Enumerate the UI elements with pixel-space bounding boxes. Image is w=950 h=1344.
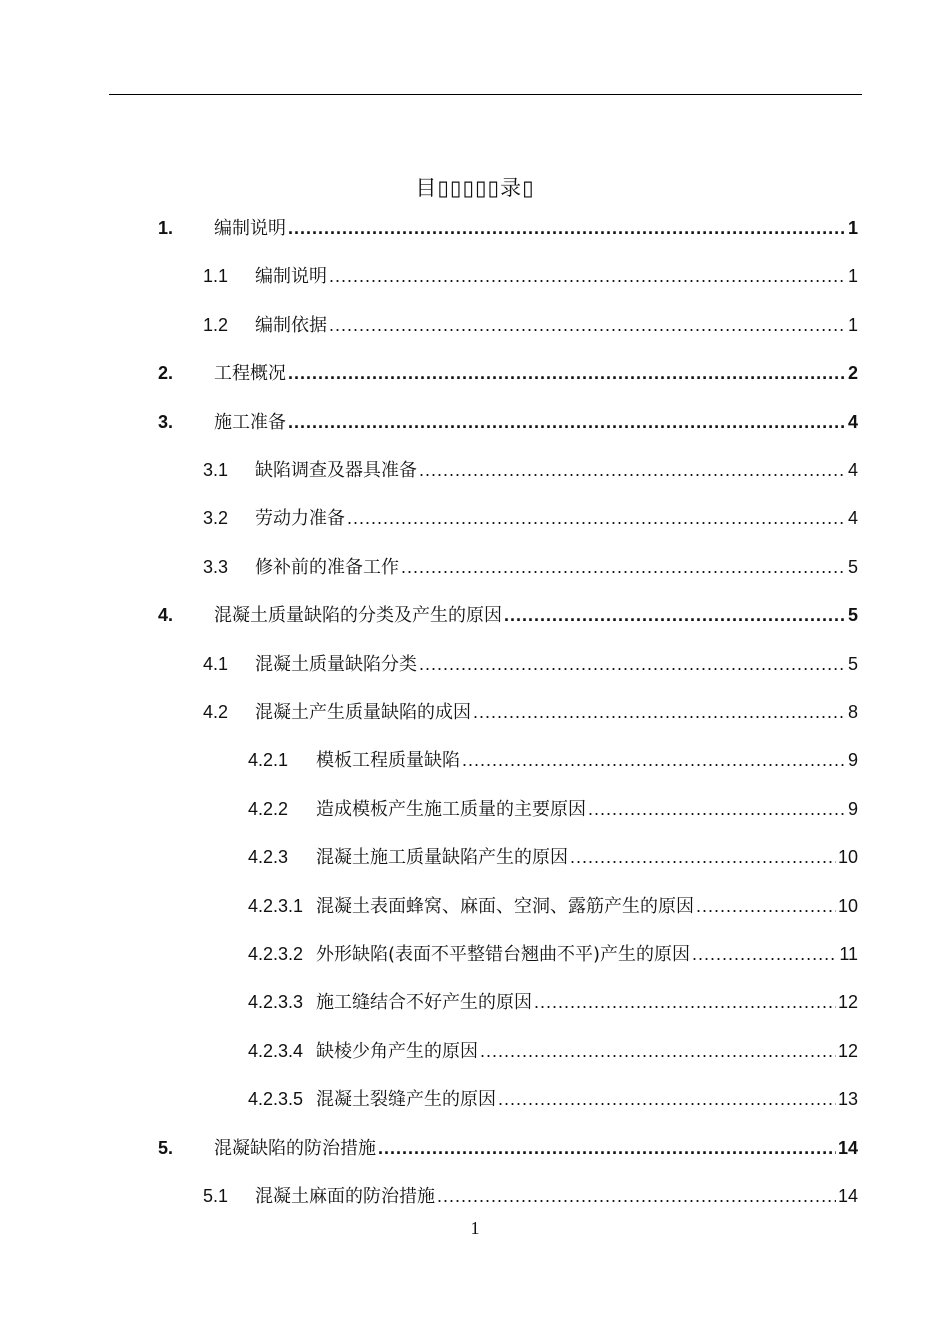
toc-entry-leader <box>504 605 846 626</box>
toc-entry-title: 造成模板产生施工质量的主要原因 <box>316 798 586 820</box>
toc-entry-leader <box>473 702 846 723</box>
toc-entry[interactable] <box>203 456 858 484</box>
toc-entry[interactable] <box>203 262 858 290</box>
toc-entry[interactable] <box>248 940 858 968</box>
toc-entry-page: 14 <box>837 1137 858 1158</box>
toc-entry-number: 1.1 <box>203 266 229 287</box>
toc-entry-title: 混凝土麻面的防治措施 <box>255 1186 435 1207</box>
toc-entry-leader <box>692 944 837 965</box>
toc-title <box>0 172 950 202</box>
toc-entry-number: 4.2.3.1 <box>248 895 304 916</box>
toc-entry-number: 5. <box>158 1137 174 1158</box>
toc-entry-page: 13 <box>837 1089 858 1110</box>
toc-entry-number: 3. <box>158 411 174 432</box>
toc-title-box-glyph: ▯▯▯▯▯ <box>437 176 501 200</box>
toc-entry-number: 4.2.3.3 <box>248 992 304 1013</box>
toc-entry-title: 外形缺陷(表面不平整错台翘曲不平)产生的原因 <box>316 944 691 965</box>
toc-entry-number: 4.2 <box>203 702 229 722</box>
toc-title-first-char: 目 <box>415 176 438 200</box>
toc-entry[interactable] <box>203 698 858 726</box>
toc-entry-leader <box>462 750 846 771</box>
toc-entry-page: 1 <box>847 314 858 335</box>
toc-entry[interactable] <box>248 843 858 871</box>
toc-entry-title: 混凝土裂缝产生的原因 <box>316 1089 496 1111</box>
toc-entry-leader <box>437 1186 836 1207</box>
toc-entry-page: 14 <box>837 1186 858 1206</box>
toc-entry-number: 4. <box>158 605 174 626</box>
toc-entry-title: 编制说明 <box>255 266 327 288</box>
toc-entry-page: 1 <box>847 266 858 287</box>
toc-entry-leader <box>534 992 836 1013</box>
toc-entry-number: 4.2.1 <box>248 750 289 771</box>
toc-entry[interactable] <box>248 892 858 920</box>
toc-entry[interactable] <box>158 1134 858 1162</box>
toc-entry-page: 4 <box>847 460 858 480</box>
toc-entry-page: 9 <box>847 798 858 819</box>
toc-title-last-char: 录 <box>500 176 523 200</box>
toc-entry-leader <box>329 266 846 287</box>
toc-entry[interactable] <box>248 1085 858 1113</box>
toc-entry-leader <box>288 412 846 433</box>
toc-entry-title: 修补前的准备工作 <box>255 556 399 578</box>
toc-entry-number: 4.2.3 <box>248 847 289 868</box>
toc-entry-title: 混凝土施工质量缺陷产生的原因 <box>316 847 568 869</box>
toc-entry-title: 施工缝结合不好产生的原因 <box>316 992 532 1014</box>
toc-entry-title: 施工准备 <box>214 411 286 433</box>
toc-entry-leader <box>588 799 846 820</box>
toc-entry[interactable] <box>203 553 858 581</box>
toc-entry-leader <box>401 557 846 578</box>
toc-entry-leader <box>288 363 846 384</box>
toc-entry-leader <box>419 654 846 675</box>
toc-entry-page: 5 <box>847 605 858 626</box>
toc-entry-number: 4.2.3.5 <box>248 1089 304 1110</box>
toc-entry[interactable] <box>158 214 858 242</box>
toc-entry-leader <box>480 1041 836 1062</box>
header-rule <box>109 94 862 95</box>
toc-entry-page: 2 <box>847 363 858 384</box>
toc-entry[interactable] <box>203 504 858 532</box>
toc-entry[interactable] <box>203 1182 858 1210</box>
toc-entry-title: 工程概况 <box>214 363 286 385</box>
toc-entry-number: 4.2.3.2 <box>248 944 304 964</box>
toc-entry[interactable] <box>248 795 858 823</box>
toc-entry-title: 模板工程质量缺陷 <box>316 750 460 772</box>
toc-entry[interactable] <box>248 988 858 1016</box>
toc-entry-leader <box>696 896 836 917</box>
page-number: 1 <box>470 1218 480 1238</box>
toc-entry[interactable] <box>248 1037 858 1065</box>
toc-entry[interactable] <box>158 359 858 387</box>
toc-entry-title: 混凝土表面蜂窝、麻面、空洞、露筋产生的原因 <box>316 895 694 917</box>
toc-entry-leader <box>329 315 846 336</box>
toc-entry[interactable] <box>248 746 858 774</box>
toc-entry-title: 劳动力准备 <box>255 508 345 530</box>
toc-entry-page: 10 <box>837 895 858 916</box>
toc-entry[interactable] <box>203 650 858 678</box>
toc-entry-page: 4 <box>847 411 858 432</box>
toc-entry[interactable] <box>203 311 858 339</box>
toc-entry-title: 混凝缺陷的防治措施 <box>214 1137 376 1159</box>
toc-entry-page: 12 <box>837 1040 858 1061</box>
toc-entry-page: 4 <box>847 508 858 529</box>
toc-entry-leader <box>570 847 836 868</box>
toc-entry-leader <box>419 460 846 481</box>
toc-entry-title: 混凝土产生质量缺陷的成因 <box>255 702 471 723</box>
toc-entry[interactable] <box>158 408 858 436</box>
toc-entry-number: 1. <box>158 218 174 238</box>
toc-entry-number: 1.2 <box>203 314 229 335</box>
toc-entry-page: 11 <box>839 944 858 964</box>
toc-entry-leader <box>498 1089 836 1110</box>
toc-entry-title: 缺棱少角产生的原因 <box>316 1040 478 1062</box>
toc-entry-leader <box>378 1138 836 1159</box>
toc-entry-page: 12 <box>837 992 858 1013</box>
toc-entry-number: 4.1 <box>203 653 229 674</box>
toc-entry-number: 3.1 <box>203 460 229 480</box>
toc-entry[interactable] <box>158 601 858 629</box>
toc-entry-number: 3.2 <box>203 508 229 529</box>
toc-entry-title: 混凝土质量缺陷分类 <box>255 653 417 675</box>
toc-entry-number: 5.1 <box>203 1186 229 1206</box>
toc-entry-page: 8 <box>847 702 858 722</box>
toc-entry-number: 4.2.3.4 <box>248 1040 304 1061</box>
toc-entry-title: 混凝土质量缺陷的分类及产生的原因 <box>214 605 502 627</box>
toc-entry-page: 5 <box>847 556 858 577</box>
toc-entry-title: 编制说明 <box>214 218 286 239</box>
toc-entry-number: 2. <box>158 363 174 384</box>
toc-entry-number: 3.3 <box>203 556 229 577</box>
toc-entry-title: 编制依据 <box>255 314 327 336</box>
toc-entry-number: 4.2.2 <box>248 798 289 819</box>
toc-entry-title: 缺陷调查及器具准备 <box>255 460 417 481</box>
toc-entry-page: 1 <box>847 218 858 238</box>
toc-entry-page: 9 <box>847 750 858 771</box>
toc-title-box-glyph-end: ▯ <box>522 176 535 200</box>
toc-entry-page: 10 <box>837 847 858 868</box>
toc-entry-leader <box>288 218 846 239</box>
toc-entry-leader <box>347 508 846 529</box>
toc-entry-page: 5 <box>847 653 858 674</box>
